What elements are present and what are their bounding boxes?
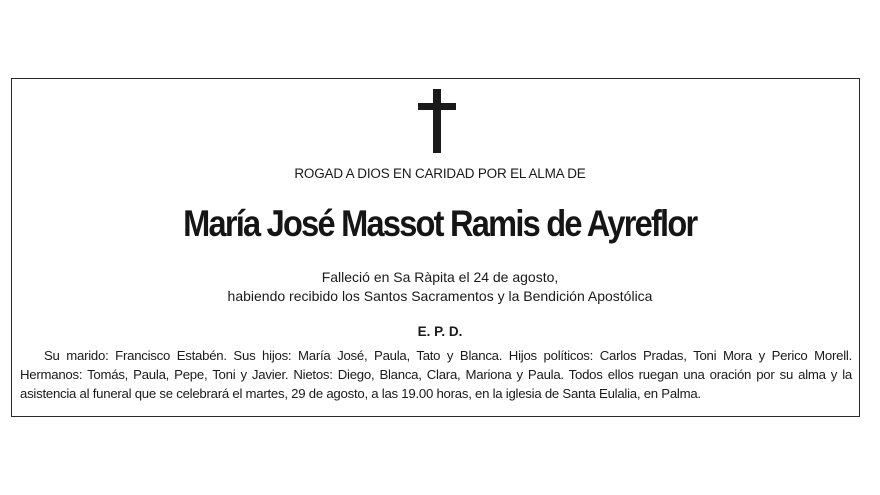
epd-text: E. P. D. [417,324,463,339]
cross-horizontal-bar [418,103,456,110]
deceased-name: María José Massot Ramis de Ayreflor [183,203,697,244]
cross-icon [418,89,456,153]
family-paragraph: Su marido: Francisco Estabén. Sus hijos: María José, Paula, Tato y Blanca. Hijos políticos: Carlos Pradas, Toni Mora y Perico Morell. Hermanos: Tomás, Paula, Pepe, Toni y Javier. Nietos: Diego, Blanca, Clara, Mariona y Paula. Todos ellos ruegan una oración por su alma y la asistencia al funeral que se celebrará el martes, 29 de agosto, a las 19.00 horas, en la iglesia de Santa Eulalia, en Palma. [20,348,852,401]
intro-text: ROGAD A DIOS EN CARIDAD POR EL ALMA DE [294,166,586,181]
death-line-2: habiendo recibido los Santos Sacramentos y la Bendición Apostólica [227,288,653,304]
death-line-1: Falleció en Sa Ràpita el 24 de agosto, [321,269,559,285]
death-details [0,268,880,306]
cross-vertical-bar [433,89,441,153]
